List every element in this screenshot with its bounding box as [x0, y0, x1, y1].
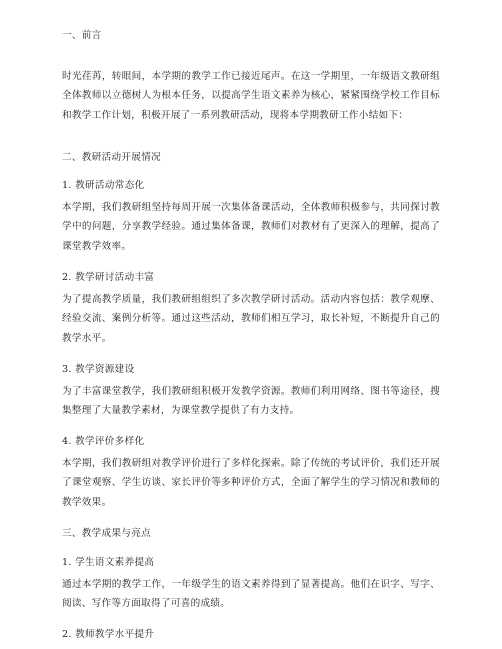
paragraph-student-literacy: 通过本学期的教学工作，一年级学生的语文素养得到了显著提高。他们在识字、写字、阅读、写作等方面取得了可喜的成绩。	[62, 579, 440, 610]
paragraph-routine-activities: 本学期，我们教研组坚持每周开展一次集体备课活动，全体教师积极参与，共同探讨教学中的问题，分享教学经验。通过集体备课，教师们对教材有了更深入的理解，提高了课堂教学效率。	[62, 202, 440, 252]
subheading-seminars: 2. 教学研讨活动丰富	[62, 272, 155, 283]
subheading-teacher-level: 2. 教师教学水平提升	[62, 629, 155, 640]
paragraph-resources: 为了丰富课堂教学，我们教研组积极开发教学资源。教师们利用网络、图书等途径，搜集整理了大量教学素材，为课堂教学提供了有力支持。	[62, 386, 440, 417]
section-heading-achievements: 三、教学成果与亮点	[62, 528, 152, 539]
subheading-routine-activities: 1. 教研活动常态化	[62, 180, 145, 191]
subheading-evaluation: 4. 教学评价多样化	[62, 436, 145, 447]
paragraph-evaluation: 本学期，我们教研组对教学评价进行了多样化探索。除了传统的考试评价，我们还开展了课堂观察、学生访谈、家长评价等多种评价方式，全面了解学生的学习情况和教师的教学效果。	[62, 458, 440, 508]
section-heading-preface: 一、前言	[62, 30, 102, 41]
subheading-student-literacy: 1. 学生语文素养提高	[62, 557, 155, 568]
paragraph-preface: 时光荏苒，转眼间，本学期的教学工作已接近尾声。在这一学期里，一年级语文教研组全体教师以立德树人为根本任务，以提高学生语文素养为核心，紧紧围绕学校工作目标和教学工作计划，积极开展了一系列教研活动，现将本学期教研工作小结如下：	[62, 71, 440, 121]
subheading-resources: 3. 教学资源建设	[62, 364, 135, 375]
paragraph-seminars: 为了提高教学质量，我们教研组组织了多次教学研讨活动。活动内容包括：教学观摩、经验交流、案例分析等。通过这些活动，教师们相互学习，取长补短，不断提升自己的教学水平。	[62, 294, 440, 344]
section-heading-activities: 二、教研活动开展情况	[62, 152, 161, 163]
